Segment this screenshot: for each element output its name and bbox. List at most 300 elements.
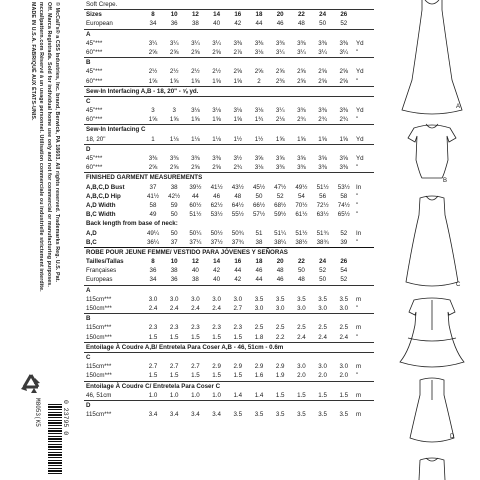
table-cell: 38¾: [316, 238, 329, 246]
table-row: [84, 96, 374, 106]
table-cell: 3⅜: [318, 107, 327, 115]
row-label: 18, 20": [86, 135, 106, 143]
row-label: A: [86, 30, 91, 38]
table-cell: 1⅛: [169, 135, 179, 143]
table-cell: 1⅝: [169, 77, 179, 85]
table-cell: 2⅝: [297, 77, 306, 85]
row-label: B,C: [86, 238, 97, 246]
table-cell: 3⅛: [254, 107, 264, 115]
table-cell: 1⅝: [275, 135, 285, 143]
table-cell: 45½: [252, 183, 266, 191]
table-row: [84, 172, 374, 182]
table-cell: 2.3: [148, 324, 158, 332]
table-cell: 3.5: [275, 295, 285, 303]
table-cell: 3.0: [233, 295, 243, 303]
row-label: Françaises: [86, 267, 117, 275]
table-cell: 2.4: [169, 305, 179, 312]
table-cell: 1¾: [254, 116, 264, 124]
table-cell: 2⅝: [339, 77, 349, 85]
table-cell: 3⅝: [254, 155, 264, 162]
table-cell: 2⅝: [191, 164, 200, 172]
row-label: 46, 51cm: [86, 391, 112, 399]
table-cell: 52: [340, 229, 348, 237]
table-row: [84, 400, 374, 410]
table-row: [84, 229, 374, 238]
table-cell: 2½: [191, 68, 200, 76]
table-cell: 1⅝: [339, 135, 349, 143]
table-cell: 3⅜: [233, 39, 243, 47]
table-cell: 44: [234, 267, 242, 275]
table-row: [84, 154, 374, 163]
unit-label: ": [356, 48, 359, 56]
unit-label: In: [356, 183, 362, 191]
table-cell: 1.5: [339, 391, 349, 399]
table-cell: 1.8: [254, 333, 264, 341]
table-cell: 1.5: [212, 333, 221, 341]
table-row: [84, 381, 374, 391]
table-row: [84, 210, 374, 219]
table-row: [84, 48, 374, 57]
table-cell: 1.5: [318, 391, 327, 399]
unit-label: Yd: [356, 155, 364, 162]
table-cell: 44: [255, 20, 263, 28]
table-cell: 46: [213, 192, 221, 200]
table-cell: 41½: [146, 192, 160, 200]
table-cell: 3⅜: [339, 39, 349, 47]
table-row: [84, 342, 374, 352]
table-cell: 51¼: [274, 229, 287, 237]
table-cell: 20: [276, 258, 284, 266]
table-cell: 12: [191, 258, 199, 266]
table-cell: 3: [172, 107, 176, 115]
unit-label: ": [356, 192, 359, 200]
row-label: Entoilage À Coudre A,B/ Entretela Para Coser A,B - 46, 51cm - 0.6m: [86, 343, 284, 351]
table-cell: 10: [170, 11, 178, 19]
row-label: C: [86, 97, 91, 105]
table-cell: 40: [213, 20, 221, 28]
table-cell: 3.0: [169, 295, 179, 303]
table-cell: 1⅝: [212, 116, 221, 124]
table-cell: 3.0: [191, 295, 200, 303]
table-row: [84, 124, 374, 134]
table-cell: 1.5: [148, 333, 158, 341]
figure-label-b: B: [443, 178, 448, 184]
table-cell: 3.5: [339, 411, 349, 419]
table-row: [84, 19, 374, 28]
unit-label: Yd: [356, 107, 364, 115]
unit-label: m: [356, 324, 362, 332]
table-cell: 1.5: [275, 391, 285, 399]
table-cell: 2.7: [148, 363, 158, 371]
table-cell: 3⅜: [169, 155, 179, 162]
table-cell: 3.0: [318, 305, 327, 312]
table-cell: 60½: [189, 201, 202, 209]
table-cell: 2⅝: [148, 48, 158, 56]
table-row: [84, 247, 374, 257]
table-cell: 70½: [295, 201, 308, 209]
table-cell: 36: [170, 20, 178, 28]
table-cell: 46: [255, 267, 263, 275]
table-cell: 24: [319, 11, 327, 19]
table-row: [84, 266, 374, 275]
table-cell: 2⅝: [169, 164, 179, 172]
table-cell: 1.9: [275, 372, 285, 380]
table-cell: 3½: [233, 155, 243, 162]
table-cell: 3⅜: [297, 39, 306, 47]
table-cell: 1.5: [169, 372, 179, 380]
row-label: Europeas: [86, 276, 113, 284]
table-cell: 2.3: [233, 324, 243, 332]
unit-label: ": [356, 77, 359, 85]
table-cell: 44: [255, 276, 263, 284]
table-cell: 59½: [274, 211, 287, 219]
table-cell: 2⅝: [339, 68, 349, 76]
table-row: [84, 304, 374, 313]
table-cell: 2⅝: [318, 68, 327, 76]
table-cell: 2⅝: [254, 68, 264, 76]
unit-label: Yd: [356, 68, 364, 76]
row-label: 115cm***: [86, 363, 112, 371]
table-cell: 42½: [168, 192, 181, 200]
row-label: B: [86, 59, 91, 67]
table-cell: 2.4: [148, 305, 158, 312]
table-cell: 52: [319, 267, 327, 275]
dress-a-back-drawing: [400, 298, 464, 367]
table-row: [84, 144, 374, 154]
table-cell: 1⅛: [212, 135, 221, 143]
table-cell: 51: [255, 229, 263, 237]
table-cell: 41½: [210, 183, 223, 191]
table-cell: 1½: [233, 135, 243, 143]
table-cell: 51½: [295, 229, 308, 237]
dress-a-drawing: [402, 0, 462, 114]
table-cell: 40: [213, 276, 221, 284]
table-row: [84, 9, 374, 19]
table-cell: 1.6: [254, 372, 264, 380]
table-cell: 3.5: [339, 295, 349, 303]
table-cell: 2.9: [212, 363, 221, 371]
table-cell: 3.0: [297, 305, 306, 312]
table-cell: 3¼: [318, 48, 327, 56]
table-row: [84, 39, 374, 48]
row-label: B: [86, 315, 91, 323]
unit-label: ": [356, 211, 359, 219]
table-cell: 3⅜: [212, 155, 221, 162]
table-cell: 44: [191, 192, 199, 200]
table-cell: 2.3: [169, 324, 179, 332]
table-cell: 3¼: [339, 48, 349, 56]
table-cell: 24: [319, 258, 327, 266]
row-label: 45"***: [86, 155, 103, 162]
table-cell: 42: [234, 276, 242, 284]
row-label: A: [86, 286, 91, 294]
table-cell: 38: [170, 267, 178, 275]
table-cell: 1.5: [297, 391, 306, 399]
table-cell: 3.5: [318, 295, 327, 303]
table-cell: 20: [276, 11, 284, 19]
recycle-icon: [18, 372, 44, 398]
table-cell: 38½: [295, 238, 308, 246]
unit-label: ": [356, 305, 359, 312]
dress-c-back-drawing: [410, 378, 454, 442]
unit-label: ": [356, 333, 359, 341]
table-cell: 37: [149, 183, 157, 191]
table-row: [84, 67, 374, 76]
table-cell: 2⅝: [233, 68, 243, 76]
item-code: M8053(K5: [34, 398, 41, 427]
table-row: [84, 257, 374, 266]
table-cell: 1½: [254, 135, 264, 143]
table-cell: 34: [149, 20, 157, 28]
table-cell: 3¼: [275, 107, 285, 115]
copyright-line: mccallpattern.com Réservé à un usage personnel. Utilisation commerciale ou industrielle strictement interdite.: [38, 2, 44, 292]
table-cell: 3¼: [212, 39, 221, 47]
table-cell: 3⅜: [339, 107, 349, 115]
table-cell: 3⅜: [148, 155, 158, 162]
table-cell: 3.0: [318, 363, 327, 371]
table-cell: 3⅜: [275, 164, 285, 172]
table-cell: 50: [319, 20, 327, 28]
table-cell: 3.0: [275, 305, 285, 312]
table-cell: 63½: [316, 211, 329, 219]
table-cell: 14: [213, 258, 221, 266]
table-cell: 2¾: [318, 116, 327, 124]
table-cell: 2.4: [339, 333, 349, 341]
table-cell: 54: [340, 267, 348, 275]
table-cell: 39½: [189, 183, 202, 191]
table-cell: 2¾: [339, 116, 349, 124]
table-cell: 47½: [274, 183, 287, 191]
table-cell: 38: [255, 238, 263, 246]
table-cell: 57½: [252, 211, 266, 219]
table-cell: 3⅛: [191, 107, 200, 115]
table-cell: 2.4: [297, 333, 306, 341]
row-label: Entoilage À Coudre C/ Entretela Para Coser C: [86, 382, 221, 390]
row-label: ROBE POUR JEUNE FEMME/ VESTIDO PARA JÓVENES Y SEÑORAS: [86, 248, 288, 256]
table-cell: 2¾: [233, 164, 243, 172]
table-cell: 1.5: [169, 333, 179, 341]
table-cell: 62½: [210, 201, 223, 209]
table-cell: 2⅝: [148, 164, 158, 172]
table-cell: 51½: [189, 211, 202, 219]
table-cell: 50: [255, 192, 263, 200]
table-row: [84, 275, 374, 284]
table-cell: 1.0: [169, 391, 179, 399]
table-cell: 2.0: [339, 372, 349, 380]
table-row: [84, 0, 374, 9]
unit-label: ": [356, 372, 359, 380]
table-cell: 22: [297, 258, 305, 266]
table-cell: 3⅛: [254, 48, 264, 56]
table-row: [84, 323, 374, 332]
table-cell: 37: [170, 238, 178, 246]
table-cell: 50: [297, 267, 305, 275]
table-row: [84, 115, 374, 124]
table-cell: 37¼: [189, 238, 202, 246]
table-cell: 3.5: [318, 411, 327, 419]
table-row: [84, 285, 374, 295]
table-row: [84, 57, 374, 67]
unit-label: ": [356, 201, 359, 209]
table-row: [84, 183, 374, 192]
table-cell: 48: [297, 20, 305, 28]
table-row: [84, 86, 374, 96]
table-row: [84, 219, 374, 228]
table-cell: 1⅝: [148, 77, 158, 85]
table-cell: 52: [340, 276, 348, 284]
table-cell: 1⅝: [233, 116, 243, 124]
table-cell: 2.7: [169, 363, 179, 371]
table-cell: 3⅛: [233, 107, 243, 115]
table-cell: 43½: [231, 183, 244, 191]
table-row: [84, 295, 374, 304]
table-cell: 1⅝: [148, 116, 158, 124]
table-cell: 59: [170, 201, 178, 209]
table-cell: 3¼: [148, 39, 158, 47]
table-cell: 3.0: [297, 363, 306, 371]
row-label: 45"***: [86, 68, 103, 76]
table-cell: 16: [234, 11, 242, 19]
table-cell: 2⅝: [191, 48, 200, 56]
table-cell: 1.5: [191, 333, 200, 341]
table-cell: 3: [151, 107, 155, 115]
copyright-line: Off. Marca Registrada. Sold for individual home use only and not for commercial or manufacturing purposes.: [46, 2, 52, 287]
table-cell: 2⅛: [275, 116, 285, 124]
row-label: D: [86, 145, 91, 153]
table-cell: 3.5: [297, 295, 306, 303]
table-cell: 52: [340, 20, 348, 28]
table-row: [84, 313, 374, 323]
row-label: 115cm***: [86, 324, 112, 332]
row-label: 60"***: [86, 116, 103, 124]
row-label: 115cm***: [86, 295, 112, 303]
table-cell: 2⅝: [275, 68, 285, 76]
table-cell: 46: [276, 20, 284, 28]
table-cell: 50½: [210, 229, 223, 237]
table-row: [84, 163, 374, 172]
table-cell: 2.7: [233, 305, 243, 312]
table-cell: 48: [297, 276, 305, 284]
table-cell: 48: [276, 267, 284, 275]
table-cell: 3.4: [191, 411, 200, 419]
table-cell: 2.9: [233, 363, 243, 371]
table-cell: 3.5: [233, 411, 243, 419]
table-cell: 26: [340, 258, 348, 266]
table-cell: 2.3: [191, 324, 200, 332]
table-cell: 37¾: [231, 238, 244, 246]
table-cell: 3⅛: [254, 164, 264, 172]
table-cell: 1⅝: [191, 77, 200, 85]
table-cell: 39: [340, 238, 348, 246]
row-label: 45"***: [86, 107, 103, 115]
table-cell: 53½: [337, 183, 350, 191]
table-cell: 2½: [148, 68, 158, 76]
row-label: 150cm***: [86, 333, 112, 341]
table-cell: 3.4: [212, 411, 221, 419]
table-cell: 37½: [210, 238, 223, 246]
table-cell: 55½: [231, 211, 244, 219]
figure-label-a: A: [456, 104, 461, 110]
row-label: 45"***: [86, 39, 103, 47]
figure-label-d: D: [450, 434, 455, 440]
table-cell: 2.4: [318, 333, 327, 341]
unit-label: m: [356, 411, 362, 419]
table-cell: 3⅜: [318, 39, 327, 47]
table-cell: 54: [297, 192, 305, 200]
table-cell: 1: [151, 135, 155, 143]
table-cell: 2.5: [254, 324, 264, 332]
table-cell: 3⅜: [275, 39, 285, 47]
table-cell: 16: [234, 258, 242, 266]
row-label: FINISHED GARMENT MEASUREMENTS: [86, 174, 203, 182]
copyright-text: [6, 0, 64, 360]
table-cell: 40: [191, 267, 199, 275]
table-cell: 3⅝: [275, 155, 285, 162]
table-cell: 1⅛: [191, 135, 200, 143]
table-cell: 1⅝: [191, 116, 200, 124]
table-cell: 74½: [337, 201, 350, 209]
side-panel: [0, 0, 70, 480]
table-cell: 1.4: [254, 391, 264, 399]
table-cell: 2.2: [275, 333, 285, 341]
table-cell: 2.7: [191, 363, 200, 371]
table-cell: 2.5: [339, 324, 349, 332]
unit-label: Yd: [356, 39, 364, 47]
table-cell: 2⅝: [297, 68, 306, 76]
table-cell: 2½: [169, 68, 179, 76]
table-cell: 46: [276, 276, 284, 284]
table-cell: 3.0: [148, 295, 158, 303]
table-cell: 26: [340, 11, 348, 19]
table-cell: 1⅝: [318, 135, 327, 143]
table-cell: 10: [170, 258, 178, 266]
figure-label-c: C: [456, 282, 461, 288]
table-cell: 1.0: [191, 391, 200, 399]
table-row: [84, 391, 374, 400]
row-label: A,B,C,D Hip: [86, 192, 121, 200]
table-cell: 52: [276, 192, 284, 200]
table-cell: 3.0: [339, 363, 349, 371]
table-cell: 3⅜: [297, 107, 306, 115]
table-cell: 1⅝: [233, 77, 243, 85]
table-cell: 3¼: [297, 48, 306, 56]
table-cell: 50: [170, 211, 178, 219]
table-row: [84, 106, 374, 115]
row-label: 150cm***: [86, 305, 112, 312]
table-cell: 42: [213, 267, 221, 275]
table-cell: 2.0: [318, 372, 327, 380]
table-cell: 3⅛: [212, 107, 221, 115]
unit-label: ": [356, 238, 359, 246]
table-cell: 1⅝: [212, 77, 221, 85]
table-cell: 2¾: [297, 116, 306, 124]
table-cell: 2⅝: [318, 77, 327, 85]
table-cell: 3⅜: [318, 164, 327, 172]
row-label: D: [86, 401, 91, 409]
table-cell: 3.0: [254, 305, 264, 312]
table-cell: 1.5: [212, 372, 221, 380]
table-cell: 3⅝: [318, 155, 327, 162]
table-cell: 3.5: [275, 411, 285, 419]
row-label: 60"***: [86, 164, 103, 172]
table-cell: 3.4: [148, 411, 158, 419]
table-cell: 1.5: [148, 372, 158, 380]
table-cell: 3¼: [169, 39, 179, 47]
table-cell: 22: [297, 11, 305, 19]
table-cell: 8: [151, 11, 155, 19]
dress-b-drawing: [408, 124, 456, 178]
table-cell: 3⅜: [254, 39, 264, 47]
